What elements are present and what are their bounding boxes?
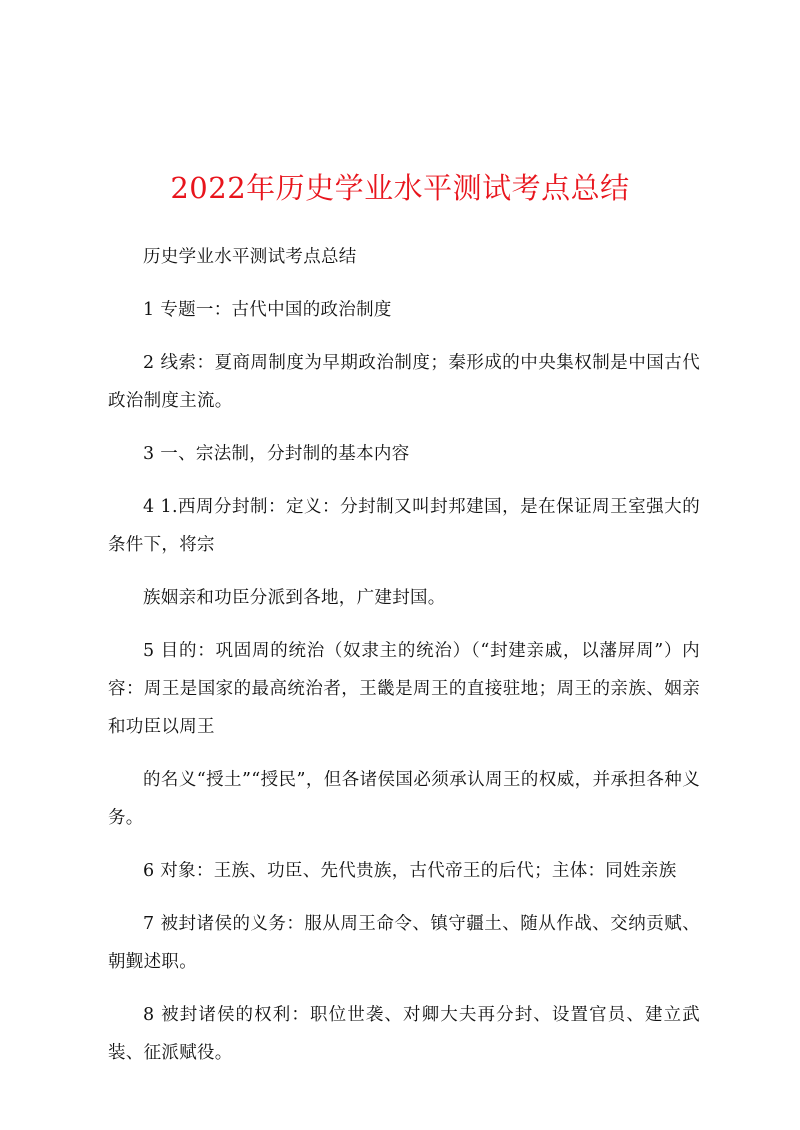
- paragraph-5: 5 目的：巩固周的统治（奴隶主的统治）（“封建亲戚，以藩屏周”）内容：周王是国家的最高统治者，王畿是周王的直接驻地；周王的亲族、姻亲和功臣以周王: [108, 641, 700, 737]
- paragraph-3: 3 一、宗法制，分封制的基本内容: [143, 444, 410, 464]
- paragraph-6: 6 对象：王族、功臣、先代贵族，古代帝王的后代；主体：同姓亲族: [143, 861, 677, 881]
- paragraph-7: 7 被封诸侯的义务：服从周王命令、镇守疆土、随从作战、交纳贡赋、朝觐述职。: [108, 914, 700, 972]
- paragraph-5-continued: 的名义“授土”“授民”，但各诸侯国必须承认周王的权威，并承担各种义务。: [108, 770, 700, 828]
- paragraph-4-continued: 族姻亲和功臣分派到各地，广建封国。: [143, 588, 446, 608]
- document-title: 2022年历史学业水平测试考点总结: [170, 171, 630, 205]
- paragraph-2: 2 线索：夏商周制度为早期政治制度；秦形成的中央集权制是中国古代政治制度主流。: [108, 353, 700, 411]
- paragraph-1: 1 专题一：古代中国的政治制度: [143, 300, 392, 320]
- paragraph-8: 8 被封诸侯的权利：职位世袭、对卿大夫再分封、设置官员、建立武装、征派赋役。: [108, 1005, 700, 1063]
- paragraph-heading: 历史学业水平测试考点总结: [143, 247, 357, 267]
- paragraph-4: 4 1.西周分封制：定义：分封制又叫封邦建国，是在保证周王室强大的条件下，将宗: [108, 497, 700, 555]
- document-body: [108, 238, 700, 1087]
